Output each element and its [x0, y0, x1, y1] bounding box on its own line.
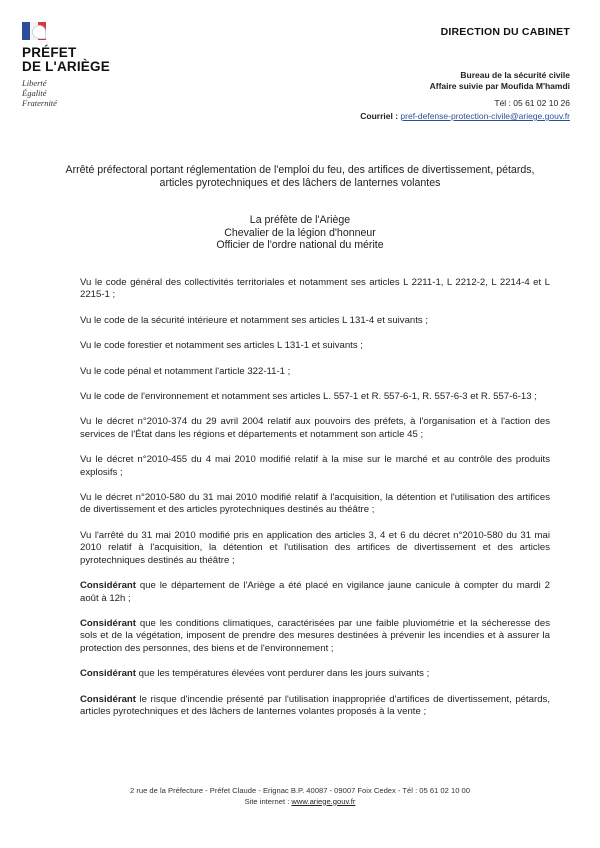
vu-paragraph: Vu le décret n°2010-374 du 29 avril 2004 relatif aux pouvoirs des préfets, à l'organisation et à l'action des services de l'État dans les régions et départements et notamment son article 45 ; — [80, 416, 550, 440]
signatory-block: La préfète de l'Ariège Chevalier de la légion d'honneur Officier de l'ordre national du mérite — [216, 214, 384, 251]
considerant-paragraph: Considérant le risque d'incendie présenté par l'utilisation inappropriée d'artifices de divertissement, pétards, articles pyrotechniques et des lâchers de lanternes volantes proposés à la vente ; — [80, 693, 550, 717]
page-footer — [0, 786, 600, 807]
vu-paragraph: Vu le décret n°2010-580 du 31 mai 2010 modifié relatif à l'acquisition, la détention et l'utilisation des artifices de divertissement et des articles pyrotechniques destinés au théâtre ; — [80, 492, 550, 516]
decree-title: Arrêté préfectoral portant réglementation de l'emploi du feu, des artifices de divertissement, pétards, articles pyrotechniques et des lâchers de lanternes volantes — [65, 164, 535, 189]
header-direction: DIRECTION DU CABINET — [440, 26, 570, 38]
vu-paragraph: Vu le code général des collectivités territoriales et notamment ses articles L 2211-1, L 2212-2, L 2214-4 et L 2215-1 ; — [80, 277, 550, 301]
vu-paragraph: Vu le code de la sécurité intérieure et notamment ses articles L 131-4 et suivants ; — [80, 314, 429, 326]
republic-motto: Liberté Égalité Fraternité — [22, 78, 57, 108]
vu-paragraph: Vu le code de l'environnement et notamment ses articles L. 557-1 et R. 557-6-1, R. 557-6-3 et R. 557-6-13 ; — [80, 391, 537, 403]
considerant-paragraph: Considérant que les conditions climatiques, caractérisées par une faible pluviométrie et la sécheresse des sols et de la végétation, imposent de prendre des mesures destinées à prévenir les incendies et à assurer la protection des personnes, des biens et de l'environnement ; — [80, 617, 550, 654]
prefecture-name: PRÉFET DE L'ARIÈGE — [22, 45, 110, 74]
header-bureau: Bureau de la sécurité civile Affaire suivie par Moufida M'hamdi — [429, 70, 570, 91]
considerant-paragraph: Considérant que les températures élevées vont perdurer dans les jours suivants ; — [80, 668, 430, 680]
header-contact — [360, 97, 570, 123]
prefecture-logo — [22, 22, 132, 108]
vu-paragraph: Vu l'arrêté du 31 mai 2010 modifié pris en application des articles 3, 4 et 6 du décret n°2010-580 du 31 mai 2010 relatif à l'acquisition, la détention et l'utilisation des artifices de divertissement et des articles pyrotechniques destinés au théâtre ; — [80, 529, 550, 566]
decree-body — [80, 277, 550, 731]
website-link[interactable]: www.ariege.gouv.fr — [291, 796, 356, 806]
vu-paragraph: Vu le code pénal et notamment l'article 322-11-1 ; — [80, 365, 291, 377]
phone-number: Tél : 05 61 02 10 26 — [494, 98, 570, 108]
email-link[interactable]: pref-defense-protection-civile@ariege.gouv.fr — [400, 111, 570, 121]
vu-paragraph: Vu le décret n°2010-455 du 4 mai 2010 modifié relatif à la mise sur le marché et au contrôle des produits explosifs ; — [80, 454, 550, 478]
footer-address: 2 rue de la Préfecture - Préfet Claude - Erignac B.P. 40087 - 09007 Foix Cedex - Tél : 05 61 02 10 00 — [130, 786, 470, 795]
tricolor-flag-icon — [22, 22, 46, 40]
considerant-paragraph: Considérant que le département de l'Ariège a été placé en vigilance jaune canicule à compter du mardi 2 août à 12h ; — [80, 580, 550, 604]
footer-website: Site internet : www.ariege.gouv.fr — [244, 796, 356, 806]
email-line: Courriel : pref-defense-protection-civile@ariege.gouv.fr — [360, 111, 570, 121]
vu-paragraph: Vu le code forestier et notamment ses articles L 131-1 et suivants ; — [80, 340, 363, 352]
marianne-icon — [32, 25, 46, 39]
